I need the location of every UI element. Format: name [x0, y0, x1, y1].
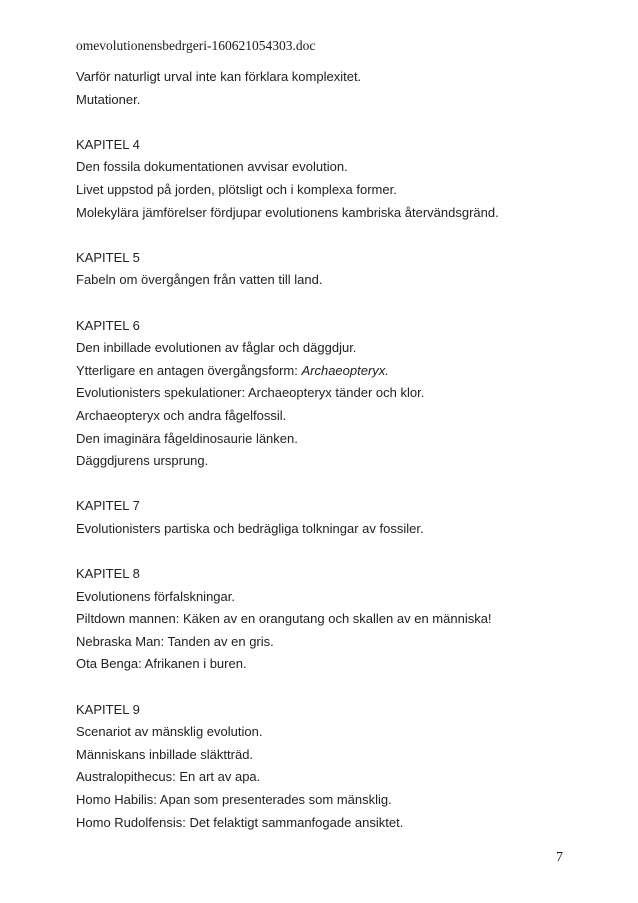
chapter-line: Scenariot av mänsklig evolution. [76, 724, 263, 740]
chapter-line: Människans inbillade släktträd. [76, 746, 254, 762]
document-header-filename: omevolutionensbedrgeri-160621054303.doc [76, 38, 316, 53]
chapter-line: Den fossila dokumentationen avvisar evolution. [76, 159, 348, 175]
chapter-heading: KAPITEL 4 [76, 136, 140, 152]
spacer [76, 676, 596, 699]
spacer [76, 473, 596, 496]
chapter-line: Däggdjurens ursprung. [76, 453, 209, 469]
chapter-line: Livet uppstod på jorden, plötsligt och i komplexa former. [76, 181, 397, 197]
chapter-line: Den imaginära fågeldinosaurie länken. [76, 430, 298, 446]
table-of-contents [76, 66, 596, 834]
spacer [76, 540, 596, 563]
chapter-line: Archaeopteryx och andra fågelfossil. [76, 407, 287, 423]
chapter-line: Evolutionisters partiska och bedrägliga tolkningar av fossiler. [76, 520, 424, 536]
chapter-line-text: Ytterligare en antagen övergångsform: [76, 362, 302, 378]
chapter-line-with-italic [76, 360, 596, 383]
chapter-line: Piltdown mannen: Käken av en orangutang och skallen av en människa! [76, 611, 492, 627]
page-number: 7 [556, 850, 563, 865]
spacer [76, 111, 596, 134]
chapter-line: Evolutionens förfalskningar. [76, 588, 235, 604]
italic-term: Archaeopteryx. [301, 362, 389, 378]
chapter-line: Homo Rudolfensis: Det felaktigt sammanfogade ansiktet. [76, 814, 404, 830]
spacer [76, 224, 596, 247]
chapter-line: Evolutionisters spekulationer: Archaeopteryx tänder och klor. [76, 385, 425, 401]
chapter-line: Nebraska Man: Tanden av en gris. [76, 633, 274, 649]
chapter-line: Homo Habilis: Apan som presenterades som mänsklig. [76, 792, 392, 807]
chapter-line: Molekylära jämförelser fördjupar evolutionens kambriska återvändsgränd. [76, 204, 499, 220]
chapter-line: Ota Benga: Afrikanen i buren. [76, 656, 247, 672]
chapter-line: Den inbillade evolutionen av fåglar och däggdjur. [76, 340, 357, 356]
chapter-heading: KAPITEL 7 [76, 498, 140, 514]
chapter-heading: KAPITEL 6 [76, 317, 140, 333]
intro-line: Mutationer. [76, 91, 141, 107]
spacer [76, 292, 596, 315]
chapter-line: Fabeln om övergången från vatten till land. [76, 272, 323, 288]
chapter-heading: KAPITEL 9 [76, 701, 140, 717]
intro-line: Varför naturligt urval inte kan förklara komplexitet. [76, 69, 362, 84]
chapter-line: Australopithecus: En art av apa. [76, 769, 261, 785]
chapter-heading: KAPITEL 8 [76, 566, 140, 582]
chapter-heading: KAPITEL 5 [76, 249, 140, 265]
